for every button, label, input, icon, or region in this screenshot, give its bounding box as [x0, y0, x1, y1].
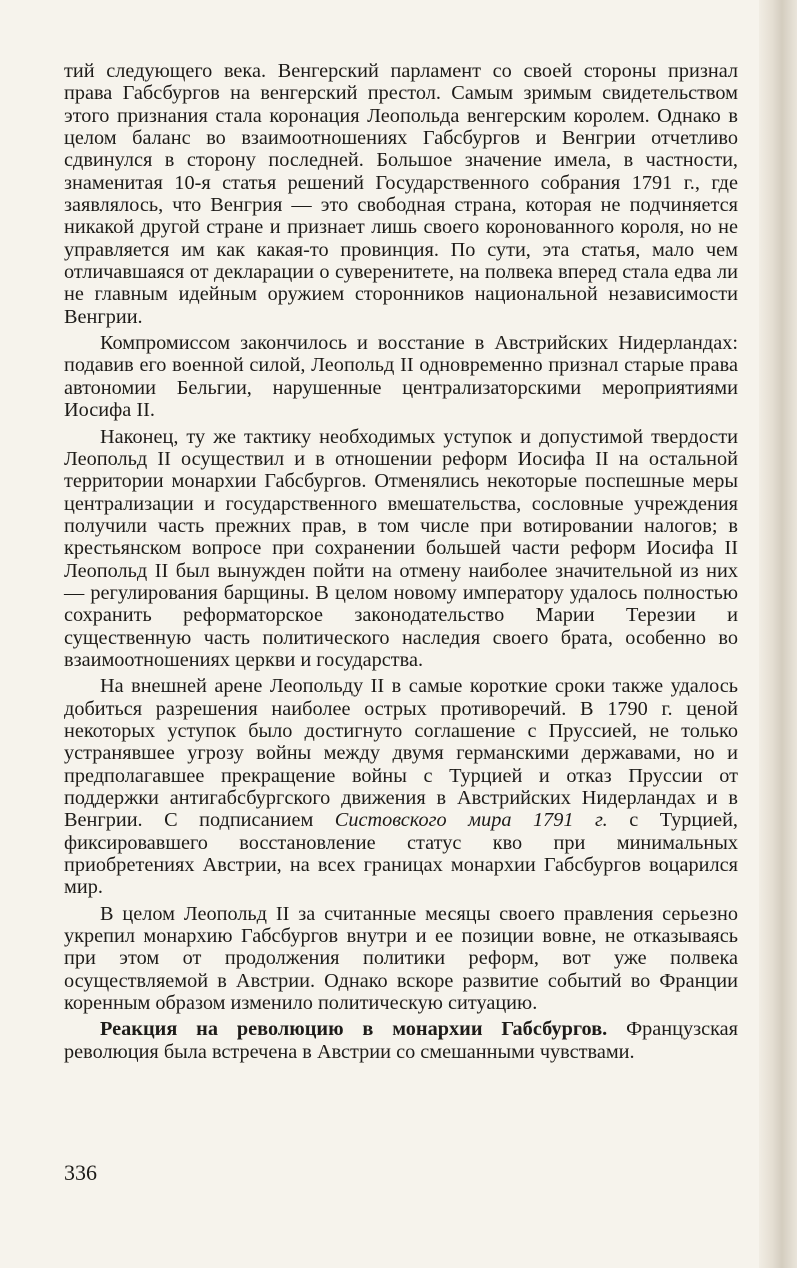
section-heading: Реакция на революцию в монархии Габсбургов.: [100, 1018, 608, 1041]
paragraph-foreign-policy-end: с Турцией, фиксировавшего восстановление статус кво при минимальных приобретениях Австрии, на всех границах монархии Габсбургов воцарился мир.: [64, 809, 739, 899]
paragraph-reforms: Наконец, ту же тактику необходимых уступок и допустимой твердости Леопольд II осуществил и в отношении реформ Иосифа II на остальной территории монархии Габсбургов. Отменялись некоторые поспешные меры централизации и государственного вмешательства, сословные учреждения получили часть прежних прав, в том числе при вотировании налогов; в крестьянском вопросе при сохранении большей части реформ Иосифа II Леопольд II был вынужден пойти на отмену наиболее значительной из них — регулирования барщины. В целом новому императору удалось полностью сохранить реформаторское законодательство Марии Терезии и существенную часть политического наследия своего брата, особенно во взаимоотношениях церкви и государства.: [64, 425, 738, 671]
paragraph-summary: В целом Леопольд II за считанные месяцы своего правления серьезно укрепил монархию Габсбургов внутри и ее позиции вовне, не отказываясь при этом от продолжения политики реформ, вот уже полвека осуществляемой в Австрии. Однако вскоре развитие событий во Франции коренным образом изменило политическую ситуацию.: [64, 902, 738, 1015]
paragraph-netherlands: Компромиссом закончилось и восстание в Австрийских Нидерландах: подавив его военной силой, Леопольд II одновременно признал старые права автономии Бельгии, нарушенные централизаторскими мероприятиями Иосифа II.: [64, 332, 738, 422]
paragraph-hungary: тий следующего века. Венгерский парламент со своей стороны признал права Габсбургов на венгерский престол. Самым зримым свидетельством этого признания стала коронация Леопольда венгерским королем. Однако в целом баланс во взаимоотношениях Габсбургов и Венгрии отчетливо сдвинулся в сторону последней. Большое значение имела, в частности, знаменитая 10-я статья решений Государственного собрания 1791 г., где заявлялось, что Венгрия — это свободная страна, которая не подчиняется никакой другой стране и признает лишь своего коронованного короля, но не управляется им как какая-то провинция. По сути, эта статья, мало чем отличавшаяся от декларации о суверенитете, на полвека вперед стала едва ли не главным идейным оружием сторонников национальной независимости Венгрии.: [64, 60, 738, 328]
page-edge-shadow: [759, 0, 797, 1268]
paragraph-reaction: [64, 1018, 738, 1063]
page-number: 336: [64, 1160, 97, 1185]
paragraph-foreign-policy: [64, 675, 738, 898]
book-page-text: [64, 60, 738, 1063]
treaty-of-sistova: Систовского мира 1791 г.: [334, 809, 608, 832]
paragraph-reaction-text: Французская революция была встречена в Австрии со смешанными чувствами.: [64, 1018, 738, 1063]
paragraph-foreign-policy-start: На внешней арене Леопольду II в самые короткие сроки также удалось добиться разрешения наиболее острых противоречий. В 1790 г. ценой некоторых уступок было достигнуто соглашение с Пруссией, не только устранявшее угрозу войны между двумя германскими державами, но и предполагавшее прекращение войны с Турцией и отказ Пруссии от поддержки антигабсбургского движения в Австрийских Нидерландах и в Венгрии. С подписанием: [64, 675, 738, 832]
